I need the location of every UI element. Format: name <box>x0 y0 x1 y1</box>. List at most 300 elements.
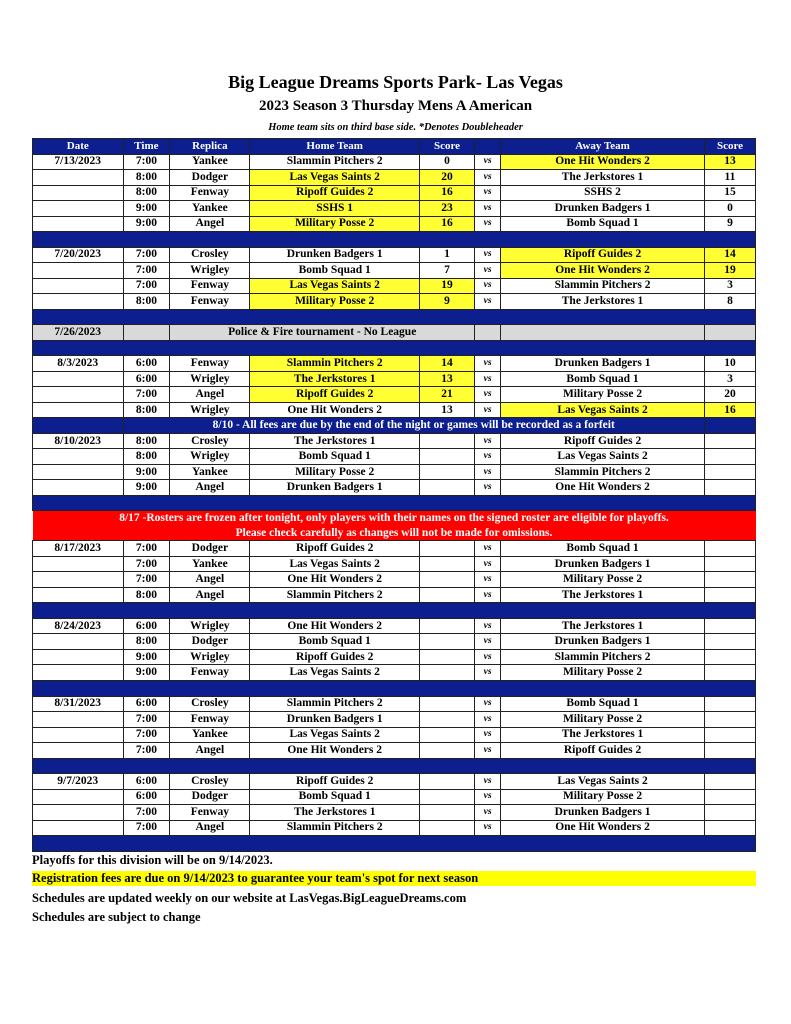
header-away-score: Score <box>704 139 755 155</box>
game-row <box>33 433 756 449</box>
away-team-cell <box>501 325 705 341</box>
time-cell: 6:00 <box>123 356 170 372</box>
away-score-cell <box>704 541 755 557</box>
home-score-cell: 21 <box>419 387 474 403</box>
replica-cell: Wrigley <box>170 371 250 387</box>
away-team-cell: Military Posse 2 <box>501 665 705 681</box>
vs-cell: vs <box>475 774 501 790</box>
replica-cell: Crosley <box>170 433 250 449</box>
time-cell: 6:00 <box>123 696 170 712</box>
away-team-cell: Military Posse 2 <box>501 387 705 403</box>
replica-cell: Wrigley <box>170 263 250 279</box>
vs-cell: vs <box>475 696 501 712</box>
time-cell: 8:00 <box>123 402 170 418</box>
time-cell: 6:00 <box>123 618 170 634</box>
game-row <box>33 480 756 496</box>
replica-cell: Wrigley <box>170 649 250 665</box>
game-row <box>33 201 756 217</box>
replica-cell: Fenway <box>170 805 250 821</box>
home-score-cell <box>419 727 474 743</box>
away-team-cell: Drunken Badgers 1 <box>501 634 705 650</box>
separator-row <box>33 836 756 852</box>
replica-cell: Angel <box>170 743 250 759</box>
time-cell: 7:00 <box>123 263 170 279</box>
home-score-cell: 23 <box>419 201 474 217</box>
time-cell: 9:00 <box>123 649 170 665</box>
time-cell: 6:00 <box>123 371 170 387</box>
date-cell <box>33 402 124 418</box>
separator-row <box>33 340 756 356</box>
away-team-cell: The Jerkstores 1 <box>501 618 705 634</box>
game-row <box>33 247 756 263</box>
away-team-cell: Drunken Badgers 1 <box>501 356 705 372</box>
home-team-cell: One Hit Wonders 2 <box>250 743 420 759</box>
replica-cell: Angel <box>170 820 250 836</box>
home-team-cell: Drunken Badgers 1 <box>250 247 420 263</box>
website-note: Schedules are updated weekly on our website at LasVegas.BigLeagueDreams.com <box>32 891 467 905</box>
time-cell: 7:00 <box>123 820 170 836</box>
time-cell: 9:00 <box>123 665 170 681</box>
away-team-cell: Bomb Squad 1 <box>501 541 705 557</box>
vs-cell: vs <box>475 712 501 728</box>
separator-row <box>33 603 756 619</box>
date-cell: 8/10/2023 <box>33 433 124 449</box>
away-score-cell <box>704 712 755 728</box>
vs-cell: vs <box>475 480 501 496</box>
separator-row <box>33 758 756 774</box>
vs-cell: vs <box>475 433 501 449</box>
away-score-cell <box>704 325 755 341</box>
away-team-cell: Military Posse 2 <box>501 789 705 805</box>
date-cell <box>33 727 124 743</box>
date-cell <box>33 665 124 681</box>
home-score-cell <box>419 743 474 759</box>
game-row <box>33 294 756 310</box>
replica-cell: Angel <box>170 587 250 603</box>
game-row <box>33 464 756 480</box>
replica-cell: Yankee <box>170 556 250 572</box>
date-cell: 8/24/2023 <box>33 618 124 634</box>
vs-cell: vs <box>475 464 501 480</box>
away-team-cell: Drunken Badgers 1 <box>501 805 705 821</box>
away-team-cell: Bomb Squad 1 <box>501 371 705 387</box>
game-row <box>33 170 756 186</box>
home-team-cell: Ripoff Guides 2 <box>250 387 420 403</box>
schedule-table <box>32 138 756 852</box>
home-team-cell: SSHS 1 <box>250 201 420 217</box>
away-team-cell: Las Vegas Saints 2 <box>501 402 705 418</box>
separator-row <box>33 495 756 511</box>
replica-cell: Yankee <box>170 727 250 743</box>
replica-cell: Yankee <box>170 464 250 480</box>
home-team-cell: Military Posse 2 <box>250 464 420 480</box>
home-score-cell <box>419 433 474 449</box>
separator-cell <box>33 836 756 852</box>
home-score-cell <box>419 789 474 805</box>
home-score-cell: 14 <box>419 356 474 372</box>
game-row <box>33 587 756 603</box>
roster-freeze-row-1 <box>33 511 756 526</box>
away-team-cell: The Jerkstores 1 <box>501 727 705 743</box>
replica-cell: Dodger <box>170 170 250 186</box>
game-row <box>33 154 756 170</box>
subject-to-change-note: Schedules are subject to change <box>32 910 201 924</box>
vs-cell: vs <box>475 743 501 759</box>
home-score-cell <box>419 634 474 650</box>
date-cell: 8/3/2023 <box>33 356 124 372</box>
vs-cell: vs <box>475 294 501 310</box>
game-row <box>33 820 756 836</box>
game-row <box>33 263 756 279</box>
home-team-cell: Bomb Squad 1 <box>250 789 420 805</box>
time-cell: 7:00 <box>123 154 170 170</box>
vs-cell: vs <box>475 556 501 572</box>
home-score-cell: 1 <box>419 247 474 263</box>
home-team-cell: Ripoff Guides 2 <box>250 185 420 201</box>
away-score-cell <box>704 805 755 821</box>
time-cell: 8:00 <box>123 634 170 650</box>
time-cell: 7:00 <box>123 247 170 263</box>
vs-cell: vs <box>475 649 501 665</box>
away-score-cell: 19 <box>704 263 755 279</box>
time-cell: 8:00 <box>123 294 170 310</box>
away-score-cell: 16 <box>704 402 755 418</box>
separator-cell <box>33 232 756 248</box>
replica-cell: Fenway <box>170 356 250 372</box>
home-team-cell: Drunken Badgers 1 <box>250 480 420 496</box>
time-cell: 7:00 <box>123 727 170 743</box>
vs-cell: vs <box>475 402 501 418</box>
home-team-cell: One Hit Wonders 2 <box>250 402 420 418</box>
date-cell <box>33 820 124 836</box>
header-home-team: Home Team <box>250 139 420 155</box>
home-score-cell <box>419 665 474 681</box>
away-score-cell: 20 <box>704 387 755 403</box>
time-cell: 8:00 <box>123 185 170 201</box>
away-team-cell: Bomb Squad 1 <box>501 696 705 712</box>
away-score-cell <box>704 649 755 665</box>
away-score-cell: 3 <box>704 371 755 387</box>
game-row <box>33 371 756 387</box>
away-score-cell: 3 <box>704 278 755 294</box>
date-cell <box>33 278 124 294</box>
game-row <box>33 356 756 372</box>
time-cell: 7:00 <box>123 572 170 588</box>
replica-cell: Angel <box>170 572 250 588</box>
date-cell <box>33 572 124 588</box>
away-team-cell: Slammin Pitchers 2 <box>501 278 705 294</box>
date-cell: 8/31/2023 <box>33 696 124 712</box>
header-away-team: Away Team <box>501 139 705 155</box>
away-team-cell: One Hit Wonders 2 <box>501 480 705 496</box>
game-row <box>33 696 756 712</box>
separator-cell <box>33 495 756 511</box>
away-score-cell <box>704 464 755 480</box>
home-team-cell: Bomb Squad 1 <box>250 263 420 279</box>
replica-cell: Fenway <box>170 294 250 310</box>
home-score-cell <box>419 587 474 603</box>
time-cell: 7:00 <box>123 712 170 728</box>
game-row <box>33 743 756 759</box>
date-cell <box>33 170 124 186</box>
replica-cell: Angel <box>170 480 250 496</box>
home-score-cell <box>419 449 474 465</box>
time-cell: 7:00 <box>123 387 170 403</box>
notice-text: 8/10 - All fees are due by the end of the night or games will be recorded as a forfeit <box>123 418 704 434</box>
time-cell: 7:00 <box>123 743 170 759</box>
away-team-cell: The Jerkstores 1 <box>501 587 705 603</box>
home-team-cell: Ripoff Guides 2 <box>250 541 420 557</box>
game-row <box>33 805 756 821</box>
roster-freeze-text-1: 8/17 -Rosters are frozen after tonight, only players with their names on the signed roster are eligible for playoffs. <box>33 511 756 526</box>
separator-row <box>33 309 756 325</box>
vs-cell: vs <box>475 263 501 279</box>
home-team-cell: The Jerkstores 1 <box>250 371 420 387</box>
away-score-cell: 14 <box>704 247 755 263</box>
away-score-cell <box>704 665 755 681</box>
away-team-cell: Ripoff Guides 2 <box>501 743 705 759</box>
time-cell: 9:00 <box>123 201 170 217</box>
away-team-cell: Drunken Badgers 1 <box>501 201 705 217</box>
home-team-cell: Military Posse 2 <box>250 294 420 310</box>
header-date: Date <box>33 139 124 155</box>
home-team-cell: The Jerkstores 1 <box>250 805 420 821</box>
vs-cell: vs <box>475 371 501 387</box>
game-row <box>33 774 756 790</box>
vs-cell: vs <box>475 727 501 743</box>
no-league-row <box>33 325 756 341</box>
header-vs <box>475 139 501 155</box>
away-score-cell <box>704 743 755 759</box>
game-row <box>33 541 756 557</box>
date-cell: 8/17/2023 <box>33 541 124 557</box>
home-team-cell: Bomb Squad 1 <box>250 634 420 650</box>
separator-cell <box>33 758 756 774</box>
home-team-cell: Las Vegas Saints 2 <box>250 556 420 572</box>
game-row <box>33 572 756 588</box>
replica-cell: Dodger <box>170 634 250 650</box>
game-row <box>33 216 756 232</box>
away-score-cell: 13 <box>704 154 755 170</box>
replica-cell: Wrigley <box>170 618 250 634</box>
date-cell <box>33 556 124 572</box>
home-score-cell <box>419 712 474 728</box>
home-team-cell: Ripoff Guides 2 <box>250 774 420 790</box>
vs-cell: vs <box>475 170 501 186</box>
away-team-cell: The Jerkstores 1 <box>501 170 705 186</box>
notice-blank-cell <box>33 418 124 434</box>
vs-cell: vs <box>475 634 501 650</box>
home-team-cell: Drunken Badgers 1 <box>250 712 420 728</box>
away-score-cell: 10 <box>704 356 755 372</box>
home-team-cell: Las Vegas Saints 2 <box>250 665 420 681</box>
away-score-cell <box>704 820 755 836</box>
date-cell <box>33 649 124 665</box>
away-score-cell: 0 <box>704 201 755 217</box>
seating-note: Home team sits on third base side. *Denotes Doubleheader <box>268 122 523 133</box>
vs-cell: vs <box>475 572 501 588</box>
vs-cell: vs <box>475 356 501 372</box>
away-score-cell <box>704 774 755 790</box>
away-score-cell <box>704 634 755 650</box>
separator-cell <box>33 603 756 619</box>
notice-blank-cell <box>704 418 755 434</box>
away-score-cell <box>704 587 755 603</box>
away-team-cell: Ripoff Guides 2 <box>501 433 705 449</box>
game-row <box>33 789 756 805</box>
away-team-cell: Military Posse 2 <box>501 712 705 728</box>
home-team-cell: Ripoff Guides 2 <box>250 649 420 665</box>
home-score-cell <box>419 541 474 557</box>
home-team-cell: Las Vegas Saints 2 <box>250 278 420 294</box>
vs-cell: vs <box>475 618 501 634</box>
roster-freeze-text-2: Please check carefully as changes will not be made for omissions. <box>33 526 756 541</box>
time-cell: 6:00 <box>123 774 170 790</box>
replica-cell: Fenway <box>170 278 250 294</box>
vs-cell: vs <box>475 449 501 465</box>
game-row <box>33 712 756 728</box>
home-team-cell: Las Vegas Saints 2 <box>250 727 420 743</box>
header-time: Time <box>123 139 170 155</box>
registration-note: Registration fees are due on 9/14/2023 to guarantee your team's spot for next season <box>32 871 756 886</box>
away-team-cell: One Hit Wonders 2 <box>501 820 705 836</box>
time-cell: 7:00 <box>123 805 170 821</box>
date-cell <box>33 634 124 650</box>
replica-cell: Dodger <box>170 789 250 805</box>
away-score-cell: 15 <box>704 185 755 201</box>
home-team-cell: Slammin Pitchers 2 <box>250 587 420 603</box>
home-team-cell: Slammin Pitchers 2 <box>250 820 420 836</box>
fee-notice-row <box>33 418 756 434</box>
game-row <box>33 402 756 418</box>
date-cell <box>33 789 124 805</box>
away-score-cell <box>704 727 755 743</box>
replica-cell: Angel <box>170 216 250 232</box>
replica-cell: Fenway <box>170 712 250 728</box>
vs-cell: vs <box>475 541 501 557</box>
replica-cell: Fenway <box>170 185 250 201</box>
time-cell: 7:00 <box>123 541 170 557</box>
replica-cell: Wrigley <box>170 449 250 465</box>
replica-cell: Crosley <box>170 696 250 712</box>
time-cell: 9:00 <box>123 480 170 496</box>
replica-cell: Crosley <box>170 774 250 790</box>
home-team-cell: One Hit Wonders 2 <box>250 618 420 634</box>
date-cell <box>33 371 124 387</box>
away-score-cell <box>704 618 755 634</box>
game-row <box>33 387 756 403</box>
home-score-cell: 0 <box>419 154 474 170</box>
away-score-cell: 11 <box>704 170 755 186</box>
table-header-row <box>33 139 756 155</box>
date-cell <box>33 216 124 232</box>
event-cell: Police & Fire tournament - No League <box>170 325 475 341</box>
game-row <box>33 618 756 634</box>
home-team-cell: Las Vegas Saints 2 <box>250 170 420 186</box>
home-score-cell: 19 <box>419 278 474 294</box>
away-score-cell <box>704 556 755 572</box>
time-cell: 7:00 <box>123 278 170 294</box>
vs-cell: vs <box>475 387 501 403</box>
home-team-cell: Slammin Pitchers 2 <box>250 154 420 170</box>
game-row <box>33 556 756 572</box>
vs-cell: vs <box>475 278 501 294</box>
time-cell: 8:00 <box>123 449 170 465</box>
home-team-cell: The Jerkstores 1 <box>250 433 420 449</box>
home-score-cell <box>419 696 474 712</box>
away-score-cell <box>704 480 755 496</box>
home-score-cell <box>419 774 474 790</box>
time-cell: 9:00 <box>123 464 170 480</box>
home-score-cell <box>419 649 474 665</box>
home-score-cell <box>419 805 474 821</box>
vs-cell: vs <box>475 820 501 836</box>
date-cell <box>33 294 124 310</box>
separator-row <box>33 680 756 696</box>
away-team-cell: Slammin Pitchers 2 <box>501 464 705 480</box>
home-score-cell: 9 <box>419 294 474 310</box>
away-team-cell: The Jerkstores 1 <box>501 294 705 310</box>
replica-cell: Yankee <box>170 154 250 170</box>
home-team-cell: Slammin Pitchers 2 <box>250 356 420 372</box>
date-cell <box>33 387 124 403</box>
home-score-cell <box>419 820 474 836</box>
replica-cell: Dodger <box>170 541 250 557</box>
date-cell: 7/20/2023 <box>33 247 124 263</box>
replica-cell: Yankee <box>170 201 250 217</box>
time-cell: 7:00 <box>123 556 170 572</box>
away-team-cell: Las Vegas Saints 2 <box>501 774 705 790</box>
home-score-cell: 20 <box>419 170 474 186</box>
game-row <box>33 649 756 665</box>
date-cell <box>33 805 124 821</box>
home-team-cell: One Hit Wonders 2 <box>250 572 420 588</box>
page-title: Big League Dreams Sports Park- Las Vegas <box>228 72 563 92</box>
vs-cell: vs <box>475 154 501 170</box>
date-cell <box>33 185 124 201</box>
vs-cell: vs <box>475 201 501 217</box>
header-home-score: Score <box>419 139 474 155</box>
away-team-cell: Bomb Squad 1 <box>501 216 705 232</box>
home-score-cell: 7 <box>419 263 474 279</box>
away-team-cell: Slammin Pitchers 2 <box>501 649 705 665</box>
home-score-cell <box>419 572 474 588</box>
away-score-cell <box>704 789 755 805</box>
home-score-cell <box>419 618 474 634</box>
time-cell: 9:00 <box>123 216 170 232</box>
vs-cell: vs <box>475 789 501 805</box>
home-team-cell: Bomb Squad 1 <box>250 449 420 465</box>
away-score-cell <box>704 433 755 449</box>
time-cell: 6:00 <box>123 789 170 805</box>
vs-cell: vs <box>475 247 501 263</box>
replica-cell: Angel <box>170 387 250 403</box>
home-score-cell: 13 <box>419 371 474 387</box>
replica-cell: Crosley <box>170 247 250 263</box>
away-score-cell <box>704 572 755 588</box>
time-cell <box>123 325 170 341</box>
vs-cell <box>475 325 501 341</box>
time-cell: 8:00 <box>123 170 170 186</box>
time-cell: 8:00 <box>123 587 170 603</box>
away-score-cell: 8 <box>704 294 755 310</box>
game-row <box>33 665 756 681</box>
roster-freeze-row-2 <box>33 526 756 541</box>
vs-cell: vs <box>475 805 501 821</box>
home-score-cell <box>419 480 474 496</box>
away-team-cell: Military Posse 2 <box>501 572 705 588</box>
vs-cell: vs <box>475 665 501 681</box>
